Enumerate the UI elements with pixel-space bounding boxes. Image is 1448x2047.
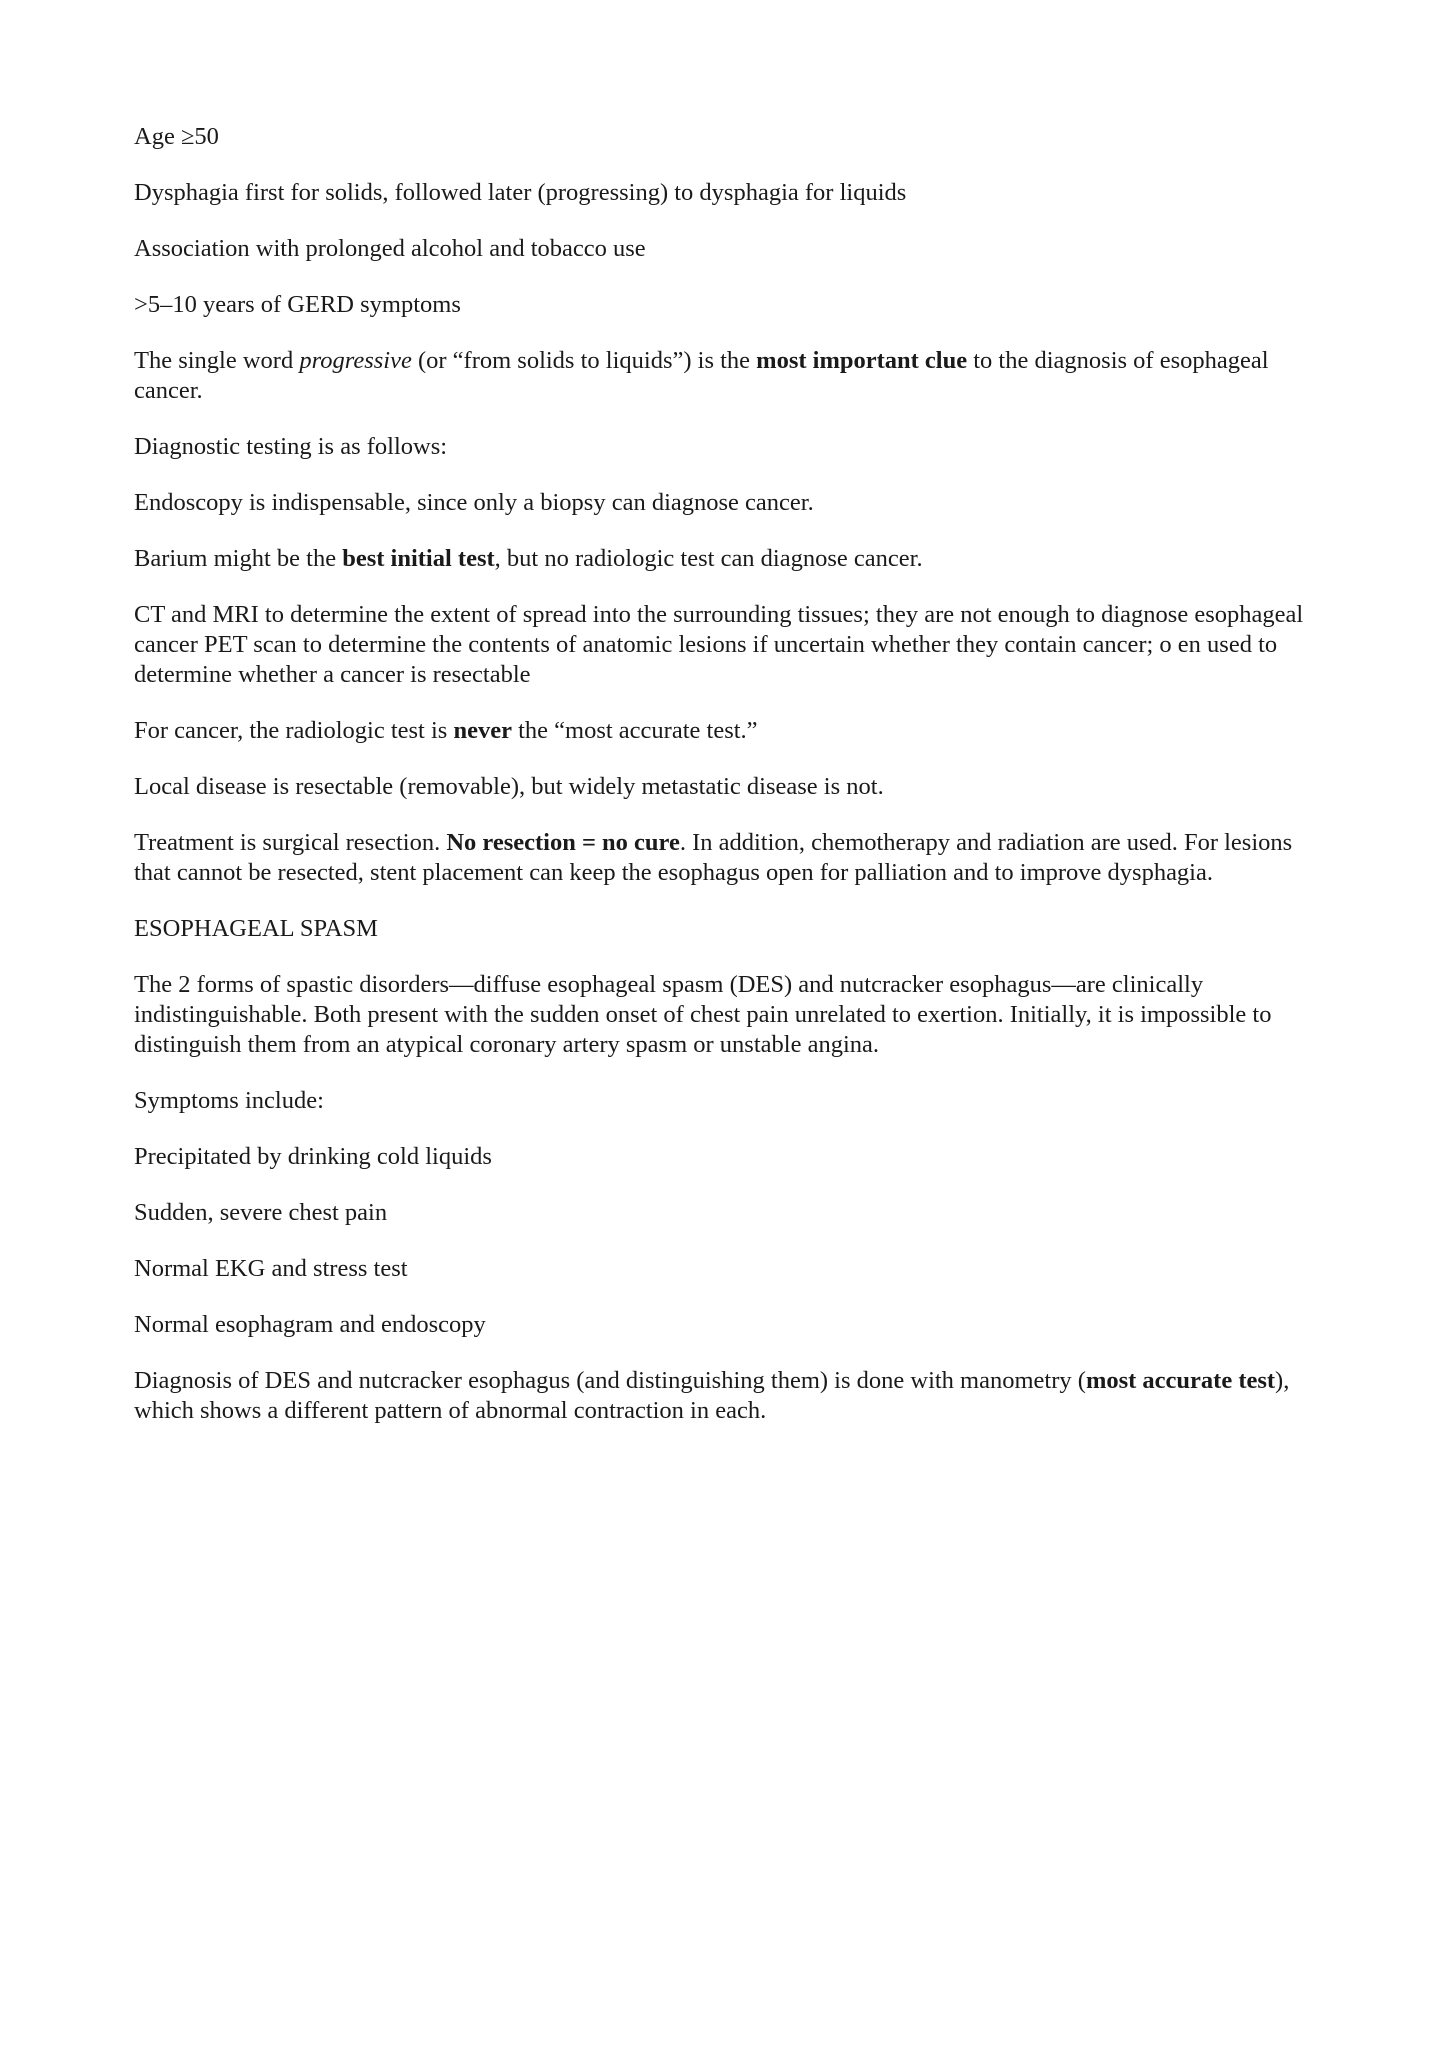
paragraph-dysphagia: Dysphagia first for solids, followed later (progressing) to dysphagia for liquids	[134, 179, 907, 206]
text-span: (or “from solids to liquids”) is the	[411, 347, 757, 374]
paragraph-spastic-disorders: The 2 forms of spastic disorders—diffuse esophageal spasm (DES) and nutcracker esophagus—are clinically indistinguishable. Both present with the sudden onset of chest pain unrelated to exertion. Initially, it is impossible to distinguish them from an atypical coronary artery spasm or unstable angina.	[134, 971, 1272, 1058]
paragraph-ct-mri-pet: CT and MRI to determine the extent of spread into the surrounding tissues; they are not enough to diagnose esophageal cancer PET scan to determine the contents of anatomic lesions if uncertain whether they contain cancer; o en used to determine whether a cancer is resectable	[134, 601, 1304, 688]
paragraph-esophagram-endoscopy: Normal esophagram and endoscopy	[134, 1311, 486, 1338]
paragraph-radiologic-never	[134, 716, 1324, 746]
paragraph-manometry	[134, 1366, 1324, 1426]
text-span: . In addition, chemotherapy and radiation are used. For lesions that cannot be resected, stent placement can keep the esophagus open for palliation and to improve dysphagia.	[134, 829, 1293, 886]
text-span: Diagnosis of DES and nutcracker esophagus (and distinguishing them) is done with manometry (	[134, 1367, 1086, 1394]
bold-no-resection: No resection = no cure	[446, 829, 680, 856]
paragraph-local-disease: Local disease is resectable (removable), but widely metastatic disease is not.	[134, 773, 884, 800]
section-heading-esophageal-spasm: ESOPHAGEAL SPASM	[134, 915, 378, 942]
paragraph-age: Age ≥50	[134, 123, 219, 150]
paragraph-alcohol-tobacco: Association with prolonged alcohol and tobacco use	[134, 235, 646, 262]
italic-progressive: progressive	[299, 347, 412, 374]
paragraph-progressive-clue	[134, 346, 1324, 406]
bold-never: never	[453, 717, 512, 744]
bold-most-accurate-test: most accurate test	[1085, 1367, 1276, 1394]
paragraph-gerd-years: >5–10 years of GERD symptoms	[134, 291, 461, 318]
document-body	[134, 122, 1324, 1452]
text-span: For cancer, the radiologic test is	[134, 717, 454, 744]
paragraph-symptoms-include: Symptoms include:	[134, 1087, 324, 1114]
text-span: , but no radiologic test can diagnose cancer.	[494, 545, 923, 572]
bold-most-important-clue: most important clue	[756, 347, 968, 374]
text-span: The single word	[134, 347, 300, 374]
paragraph-chest-pain: Sudden, severe chest pain	[134, 1199, 388, 1226]
paragraph-endoscopy: Endoscopy is indispensable, since only a biopsy can diagnose cancer.	[134, 489, 814, 516]
text-span: ), which shows a different pattern of abnormal contraction in each.	[134, 1367, 1290, 1424]
text-span: the “most accurate test.”	[511, 717, 758, 744]
text-span: to the diagnosis of esophageal cancer.	[134, 347, 1269, 404]
bold-best-initial-test: best initial test	[342, 545, 495, 572]
paragraph-treatment	[134, 828, 1324, 888]
paragraph-barium	[134, 544, 1324, 574]
text-span: Treatment is surgical resection.	[134, 829, 447, 856]
paragraph-ekg-stress: Normal EKG and stress test	[134, 1255, 408, 1282]
paragraph-diagnostic-testing: Diagnostic testing is as follows:	[134, 433, 448, 460]
text-span: Barium might be the	[134, 545, 343, 572]
paragraph-cold-liquids: Precipitated by drinking cold liquids	[134, 1143, 492, 1170]
